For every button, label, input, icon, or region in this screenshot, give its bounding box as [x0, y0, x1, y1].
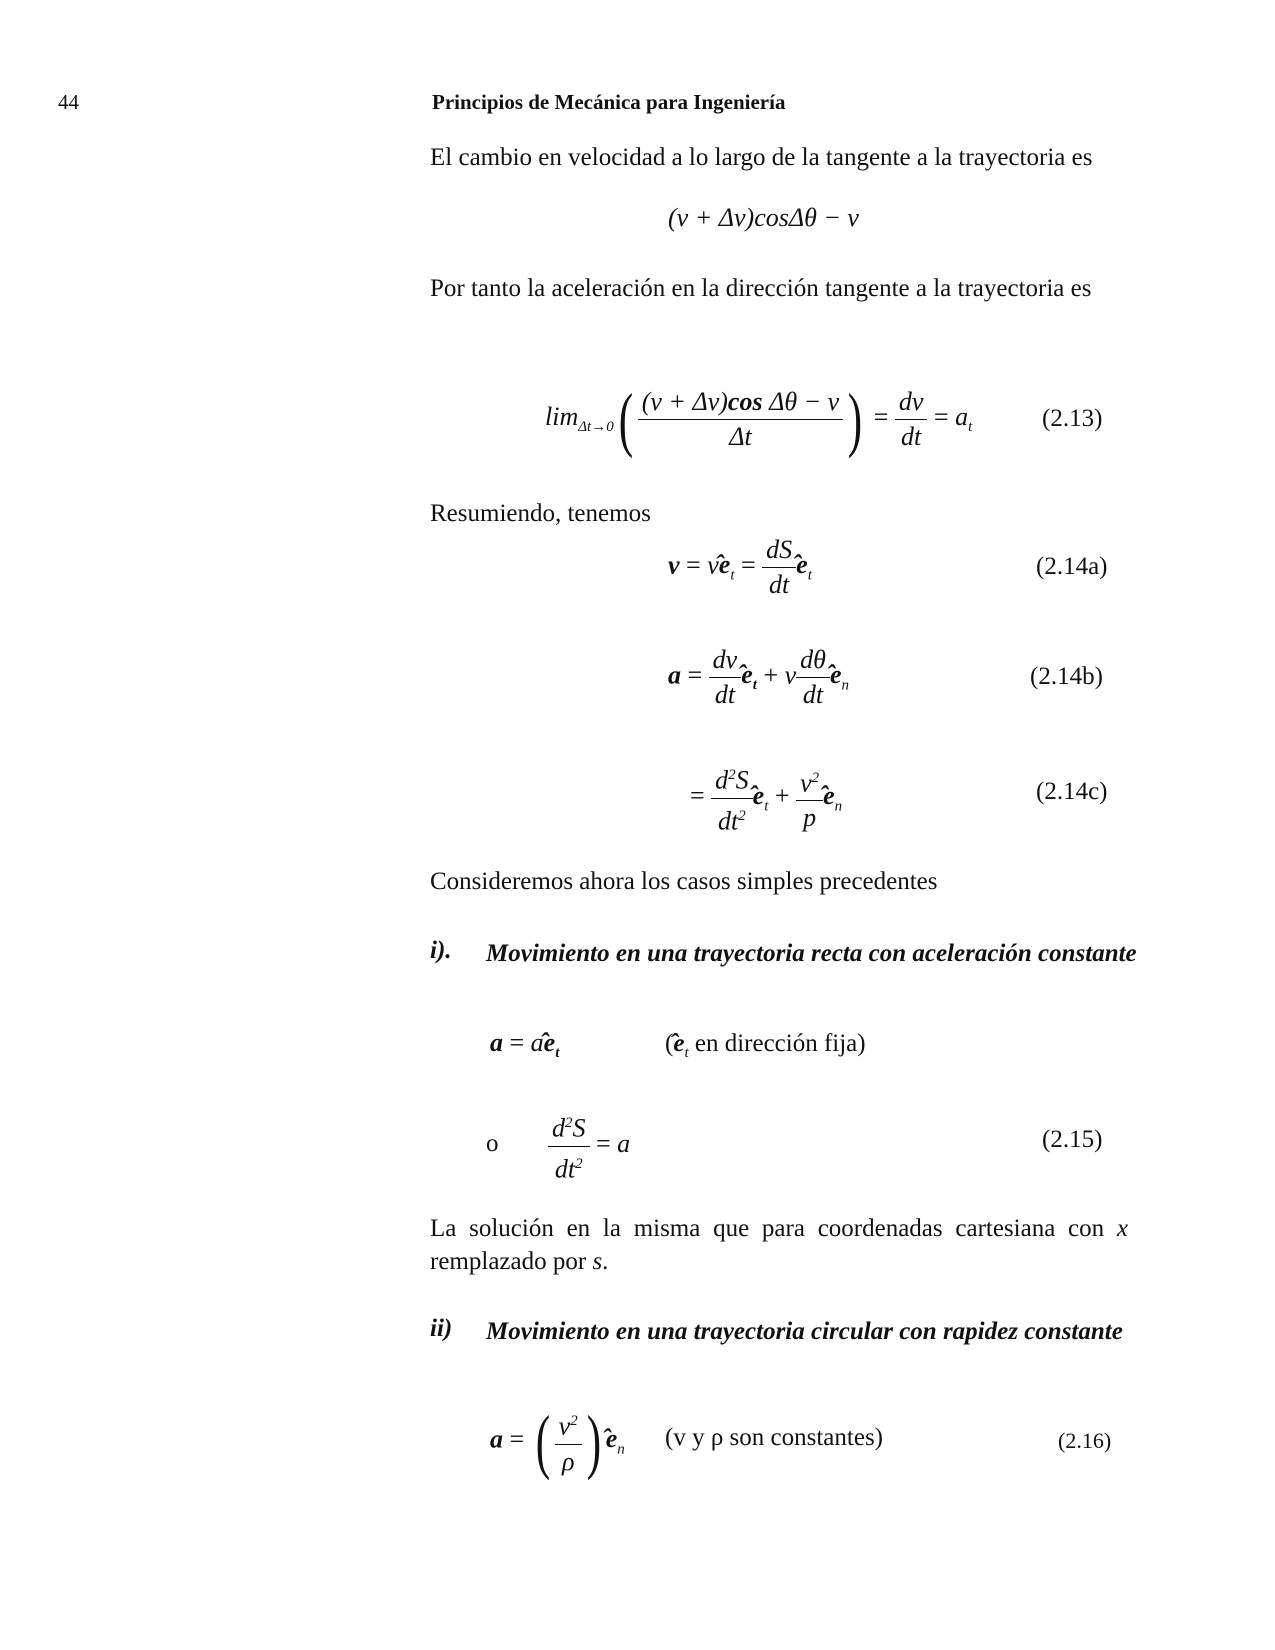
equation-number-2-14b: (2.14b): [1030, 663, 1103, 690]
item-1-title: Movimiento en una trayectoria recta con aceleración constante: [486, 940, 1137, 967]
equation-number-2-14c: (2.14c): [1036, 778, 1108, 805]
paragraph-4: Consideremos ahora los casos simples precedentes: [430, 868, 938, 895]
equation-number-2-15: (2.15): [1042, 1126, 1103, 1153]
paragraph-2: Por tanto la aceleración en la dirección tangente a la trayectoria es: [430, 275, 1092, 302]
equation-2-14b: a = $\frac{dv}{dt}$ ̂ $e_t + v$ $\frac{d\theta}{dt}$ ̂ $e_n$: [668, 643, 849, 712]
item-2-note: (v y ρ son constantes): [665, 1424, 883, 1451]
equation-velocity-change: (v + Δv)cosΔθ − v: [668, 203, 859, 232]
equation-number-2-16: (2.16): [1058, 1428, 1112, 1453]
item-2-title: Movimiento en una trayectoria circular con rapidez constante: [486, 1318, 1123, 1345]
equation-number-2-14a: (2.14a): [1036, 553, 1108, 580]
equation-a-equals-a-et: a = â $e_t$: [490, 1028, 559, 1062]
running-title: Principios de Mecánica para Ingeniería: [432, 90, 786, 114]
equation-2-14a: v = v̂ $e_t$ = $\frac{dS}{dt}$ ̂ $e_t$: [668, 533, 812, 602]
item-1-or: o: [486, 1130, 499, 1157]
equation-2-14c: = $\frac{d^2S}{dt^2}$ ̂ $e_t$ + $\frac{v^2}{p}$ ̂ $e_n$: [690, 758, 842, 838]
paragraph-3: Resumiendo, tenemos: [430, 500, 651, 527]
paragraph-1: El cambio en velocidad a lo largo de la tangente a la trayectoria es: [430, 144, 1093, 171]
item-1-label: i).: [430, 937, 452, 964]
page-number: 44: [58, 90, 79, 114]
item-1-note: (̂ $e_t$ en dirección fija): [665, 1030, 866, 1062]
equation-number-2-13: (2.13): [1042, 405, 1103, 432]
equation-2-15: $\frac{d^2S}{dt^2}$ = a: [548, 1106, 630, 1186]
item-2-label: ii): [430, 1315, 453, 1342]
equation-2-13: $\lim_{\Delta t\to 0}$( $\frac{\text{(v + Δv)cos Δθ − v}}{\Delta t}$ ) = $\frac{dv}{dt}$ = $a_t$: [545, 379, 973, 459]
equation-2-16: a = ( $\frac{v^2}{\rho}$ )̂ $e_n$: [490, 1400, 625, 1483]
paragraph-5: La solución en la misma que para coordenadas cartesiana con x remplazado por s.: [430, 1215, 1128, 1275]
